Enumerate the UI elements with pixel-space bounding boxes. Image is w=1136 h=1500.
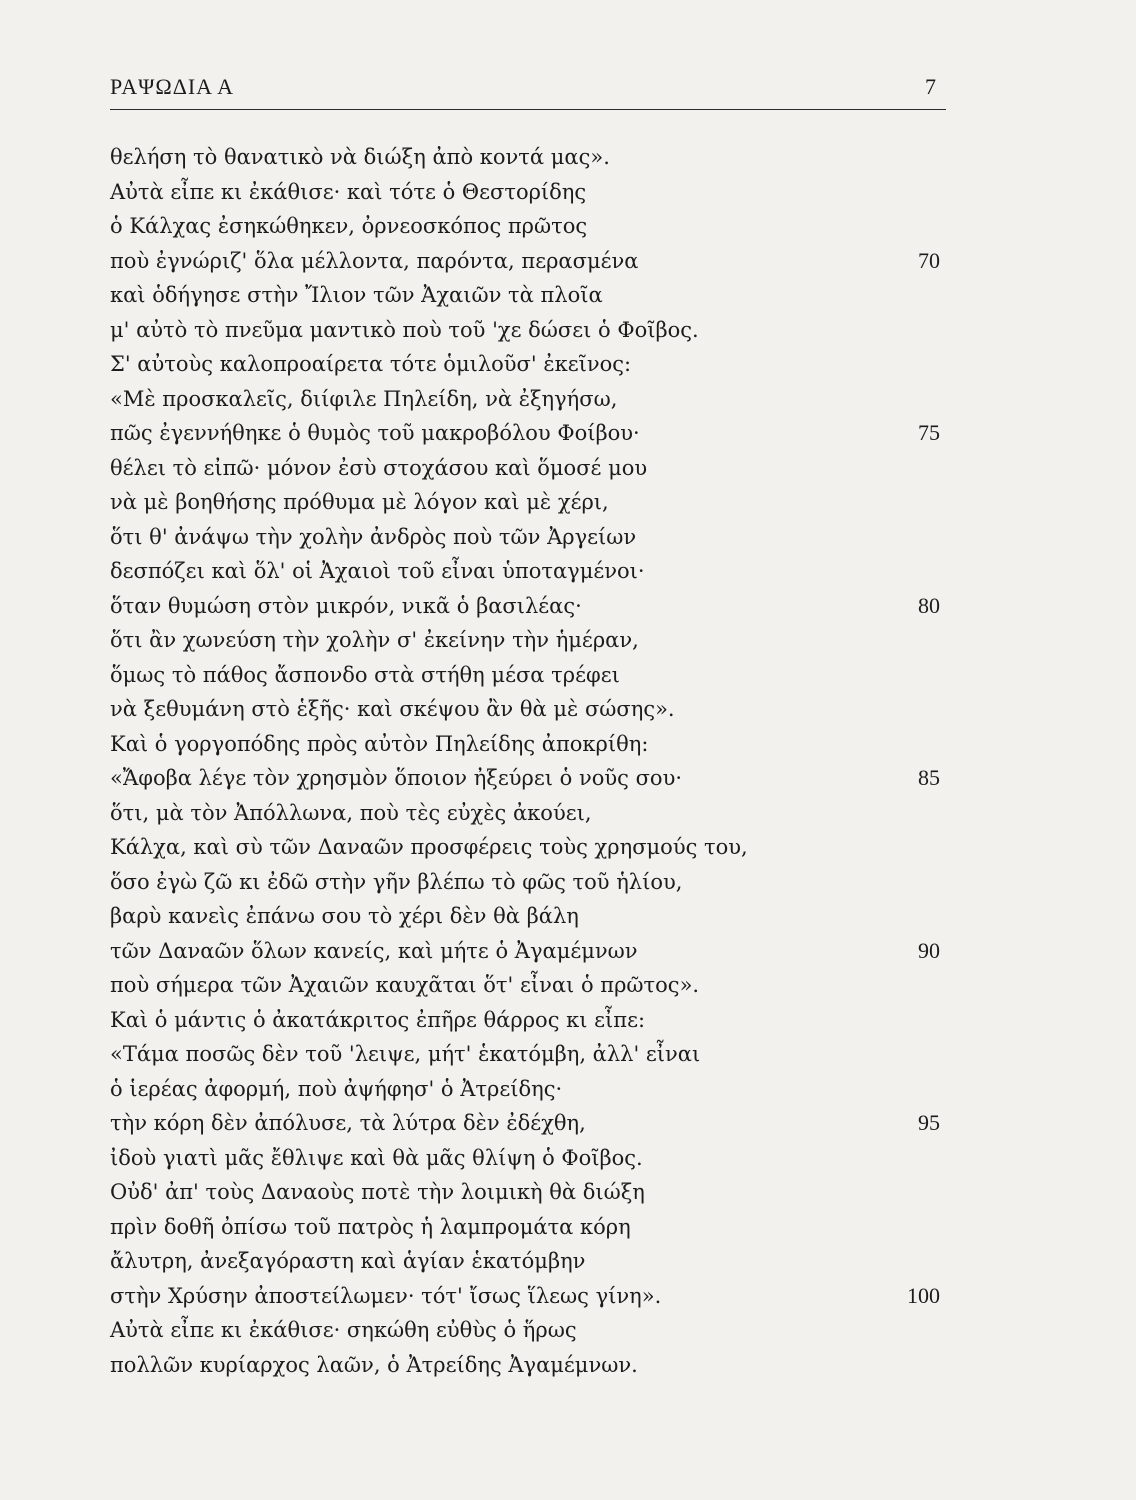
verse-line <box>110 1106 946 1141</box>
verse-line-text: νὰ μὲ βοηθήσης πρόθυμα μὲ λόγον καὶ μὲ χέρι, <box>110 490 609 514</box>
line-number: 70 <box>918 247 940 273</box>
header-rule <box>110 109 946 110</box>
line-number: 95 <box>918 1110 940 1135</box>
verse-line-text: ὁ ἱερέας ἀφορμή, ποὺ ἀψήφησ' ὁ Ἀτρείδης· <box>110 1076 563 1101</box>
verse-line-text: «Ἄφοβα λέγε τὸν χρησμὸν ὅποιον ἠξεύρει ὁ νοῦς σου· <box>110 766 683 790</box>
line-number: 90 <box>918 937 940 963</box>
verse-line-text: Κάλχα, καὶ σὺ τῶν Δαναῶν προσφέρεις τοὺς χρησμούς του, <box>110 835 748 859</box>
verse-line <box>110 1072 946 1107</box>
running-head: ΡΑΨΩΔΙΑ Α <box>110 74 235 99</box>
verse-line-text: πρὶν δοθῆ ὀπίσω τοῦ πατρὸς ἡ λαμπρομάτα κόρη <box>110 1214 631 1239</box>
verse-line <box>110 1175 946 1210</box>
verse-line <box>110 796 946 831</box>
verse-line-text: ὅσο ἐγὼ ζῶ κι ἐδῶ στὴν γῆν βλέπω τὸ φῶς τοῦ ἡλίου, <box>110 869 683 894</box>
verse-line <box>110 865 946 900</box>
verse-line <box>110 347 946 382</box>
verse-line <box>110 416 946 451</box>
line-number: 75 <box>918 420 940 445</box>
verse-line-text: ὅμως τὸ πάθος ἄσπονδο στὰ στήθη μέσα τρέφει <box>110 662 620 687</box>
verse-line <box>110 830 946 865</box>
verse-line-text: πολλῶν κυρίαρχος λαῶν, ὁ Ἀτρείδης Ἀγαμέμνων. <box>110 1352 638 1377</box>
verse-line-text: ἄλυτρη, ἀνεξαγόραστη καὶ ἁγίαν ἑκατόμβην <box>110 1249 586 1273</box>
verse-line <box>110 727 946 762</box>
verse-line-text: νὰ ξεθυμάνη στὸ ἑξῆς· καὶ σκέψου ἂν θὰ μὲ σώσης». <box>110 697 675 721</box>
verse-line-text: ὅτι, μὰ τὸν Ἀπόλλωνα, ποὺ τὲς εὐχὲς ἀκούει, <box>110 800 592 825</box>
verse-line <box>110 1348 946 1383</box>
page-number: 7 <box>925 74 936 99</box>
verse-line-text: τῶν Δαναῶν ὅλων κανείς, καὶ μήτε ὁ Ἀγαμέμνων <box>110 938 638 963</box>
verse-line-text: θέλει τὸ εἰπῶ· μόνον ἐσὺ στοχάσου καὶ ὅμοσέ μου <box>110 455 648 480</box>
verse-line <box>110 934 946 969</box>
verse-line <box>110 589 946 624</box>
verse-line <box>110 485 946 520</box>
verse-line-text: ὅτι θ' ἀνάψω τὴν χολὴν ἀνδρὸς ποὺ τῶν Ἀργείων <box>110 524 637 549</box>
verse-line-text: Καὶ ὁ μάντις ὁ ἀκατάκριτος ἐπῆρε θάρρος κι εἶπε: <box>110 1007 646 1032</box>
verse-line <box>110 658 946 693</box>
verse-text-block <box>110 140 946 1382</box>
verse-line <box>110 278 946 313</box>
verse-line <box>110 623 946 658</box>
verse-line <box>110 899 946 934</box>
verse-line <box>110 175 946 210</box>
verse-line-text: δεσπόζει καὶ ὅλ' οἱ Ἀχαιοὶ τοῦ εἶναι ὑποταγμένοι· <box>110 559 645 583</box>
verse-line-text: ποὺ ἐγνώριζ' ὅλα μέλλοντα, παρόντα, περασμένα <box>110 248 639 273</box>
verse-line <box>110 692 946 727</box>
verse-line-text: τὴν κόρη δὲν ἀπόλυσε, τὰ λύτρα δὲν ἐδέχθη, <box>110 1111 586 1135</box>
line-number: 100 <box>907 1282 940 1308</box>
verse-line-text: βαρὺ κανεὶς ἐπάνω σου τὸ χέρι δὲν θὰ βάλη <box>110 904 579 928</box>
verse-line-text: θελήση τὸ θανατικὸ νὰ διώξη ἀπὸ κοντά μας». <box>110 145 610 169</box>
verse-line <box>110 761 946 796</box>
verse-line <box>110 140 946 175</box>
verse-line-text: ὅταν θυμώση στὸν μικρόν, νικᾶ ὁ βασιλέας· <box>110 593 582 618</box>
verse-line-text: πῶς ἐγεννήθηκε ὁ θυμὸς τοῦ μακροβόλου Φοίβου· <box>110 421 640 445</box>
verse-line-text: Αὐτὰ εἶπε κι ἐκάθισε· καὶ τότε ὁ Θεστορίδης <box>110 179 587 204</box>
verse-line <box>110 554 946 589</box>
verse-line <box>110 1244 946 1279</box>
verse-line-text: στὴν Χρύσην ἀποστείλωμεν· τότ' ἴσως ἵλεως γίνη». <box>110 1283 662 1308</box>
verse-line <box>110 1141 946 1176</box>
verse-line <box>110 1210 946 1245</box>
verse-line-text: «Τάμα ποσῶς δὲν τοῦ 'λειψε, μήτ' ἑκατόμβη, ἀλλ' εἶναι <box>110 1042 701 1066</box>
page-header <box>110 70 946 106</box>
verse-line-text: ὅτι ἂν χωνεύση τὴν χολὴν σ' ἐκείνην τὴν ἡμέραν, <box>110 628 639 652</box>
verse-line <box>110 209 946 244</box>
verse-line-text: Αὐτὰ εἶπε κι ἐκάθισε· σηκώθη εὐθὺς ὁ ἥρως <box>110 1318 577 1342</box>
verse-line <box>110 1003 946 1038</box>
verse-line-text: ἰδοὺ γιατὶ μᾶς ἔθλιψε καὶ θὰ μᾶς θλίψη ὁ Φοῖβος. <box>110 1145 643 1170</box>
verse-line <box>110 520 946 555</box>
verse-line-text: «Μὲ προσκαλεῖς, διίφιλε Πηλείδη, νὰ ἐξηγήσω, <box>110 386 618 411</box>
verse-line <box>110 968 946 1003</box>
verse-line-text: Καὶ ὁ γοργοπόδης πρὸς αὐτὸν Πηλείδης ἀποκρίθη: <box>110 731 649 756</box>
line-number: 85 <box>918 765 940 790</box>
verse-line <box>110 451 946 486</box>
verse-line <box>110 1313 946 1348</box>
verse-line-text: Οὐδ' ἀπ' τοὺς Δαναοὺς ποτὲ τὴν λοιμικὴ θὰ διώξη <box>110 1180 645 1204</box>
verse-line-text: καὶ ὁδήγησε στὴν Ἴλιον τῶν Ἀχαιῶν τὰ πλοῖα <box>110 283 603 307</box>
line-number: 80 <box>918 592 940 618</box>
verse-line <box>110 1279 946 1314</box>
verse-line-text: μ' αὐτὸ τὸ πνεῦμα μαντικὸ ποὺ τοῦ 'χε δώσει ὁ Φοῖβος. <box>110 317 699 342</box>
verse-line <box>110 382 946 417</box>
verse-line <box>110 244 946 279</box>
verse-line-text: ὁ Κάλχας ἐσηκώθηκεν, ὀρνεοσκόπος πρῶτος <box>110 214 588 238</box>
verse-line-text: Σ' αὐτοὺς καλοπροαίρετα τότε ὁμιλοῦσ' ἐκεῖνος: <box>110 352 632 376</box>
verse-line <box>110 313 946 348</box>
verse-line <box>110 1037 946 1072</box>
verse-line-text: ποὺ σήμερα τῶν Ἀχαιῶν καυχᾶται ὅτ' εἶναι ὁ πρῶτος». <box>110 973 700 997</box>
